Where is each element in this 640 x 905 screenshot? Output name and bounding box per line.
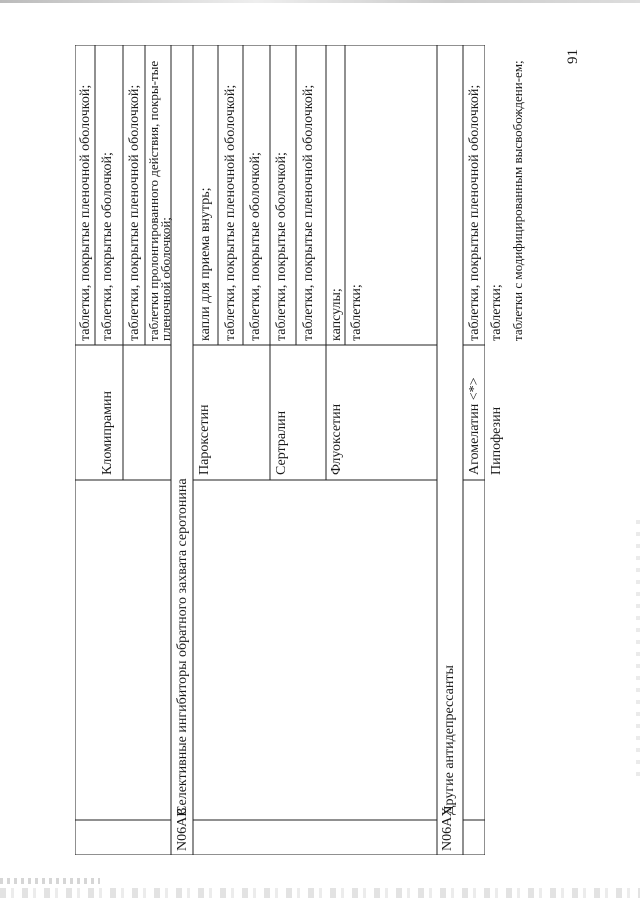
atc-code-cell: N06AX [440, 806, 455, 851]
rotated-table-page [75, 45, 485, 855]
dosage-form-cell: таблетки, покрытые пленочной оболочкой; [301, 84, 316, 341]
scan-edge-bottom [0, 888, 640, 898]
drug-name-cell: Флуоксетин [329, 403, 344, 475]
atc-group-cell: Селективные ингибиторы обратного захвата серотонина [175, 478, 190, 815]
scan-edge-top [0, 0, 640, 3]
dosage-form-cell: таблетки с модифицированным высвобождени-ем; [510, 60, 525, 341]
page-number: 91 [565, 49, 581, 64]
rotated-table-continuation [485, 45, 557, 855]
dosage-form-cell: таблетки, покрытые оболочкой; [274, 152, 289, 341]
scan-edge-bottom-left [0, 878, 100, 884]
dosage-form-cell: таблетки, покрытые оболочкой; [100, 152, 115, 341]
dosage-form-cell: капли для приема внутрь; [198, 187, 213, 341]
table-grid-continuation [485, 45, 640, 855]
dosage-form-cell: капсулы; [329, 288, 344, 341]
drug-name-cell: Пароксетин [197, 404, 212, 475]
drug-name-cell: Агомелатин <*> [467, 377, 482, 475]
dosage-form-cell: таблетки; [489, 284, 504, 341]
dosage-form-cell: таблетки; [349, 284, 364, 341]
dosage-form-cell: таблетки, покрытые пленочной оболочкой; [78, 84, 93, 341]
dosage-form-cell: таблетки, покрытые пленочной оболочкой; [223, 84, 238, 341]
drug-name-cell: Сертралин [274, 410, 289, 475]
drug-name-cell: Кломипрамин [100, 391, 115, 475]
dosage-form-cell: таблетки, покрытые оболочкой; [248, 152, 263, 341]
drug-name-cell: Пипофезин [489, 406, 504, 475]
dosage-form-cell: таблетки пролонгированного действия, покры-тые пленочной оболочкой; [146, 60, 173, 341]
dosage-form-cell: таблетки, покрытые пленочной оболочкой; [127, 84, 142, 341]
atc-code-cell: N06AB [175, 807, 190, 851]
atc-group-cell: Другие антидепрессанты [442, 665, 457, 815]
dosage-form-cell: таблетки, покрытые пленочной оболочкой; [467, 84, 482, 341]
